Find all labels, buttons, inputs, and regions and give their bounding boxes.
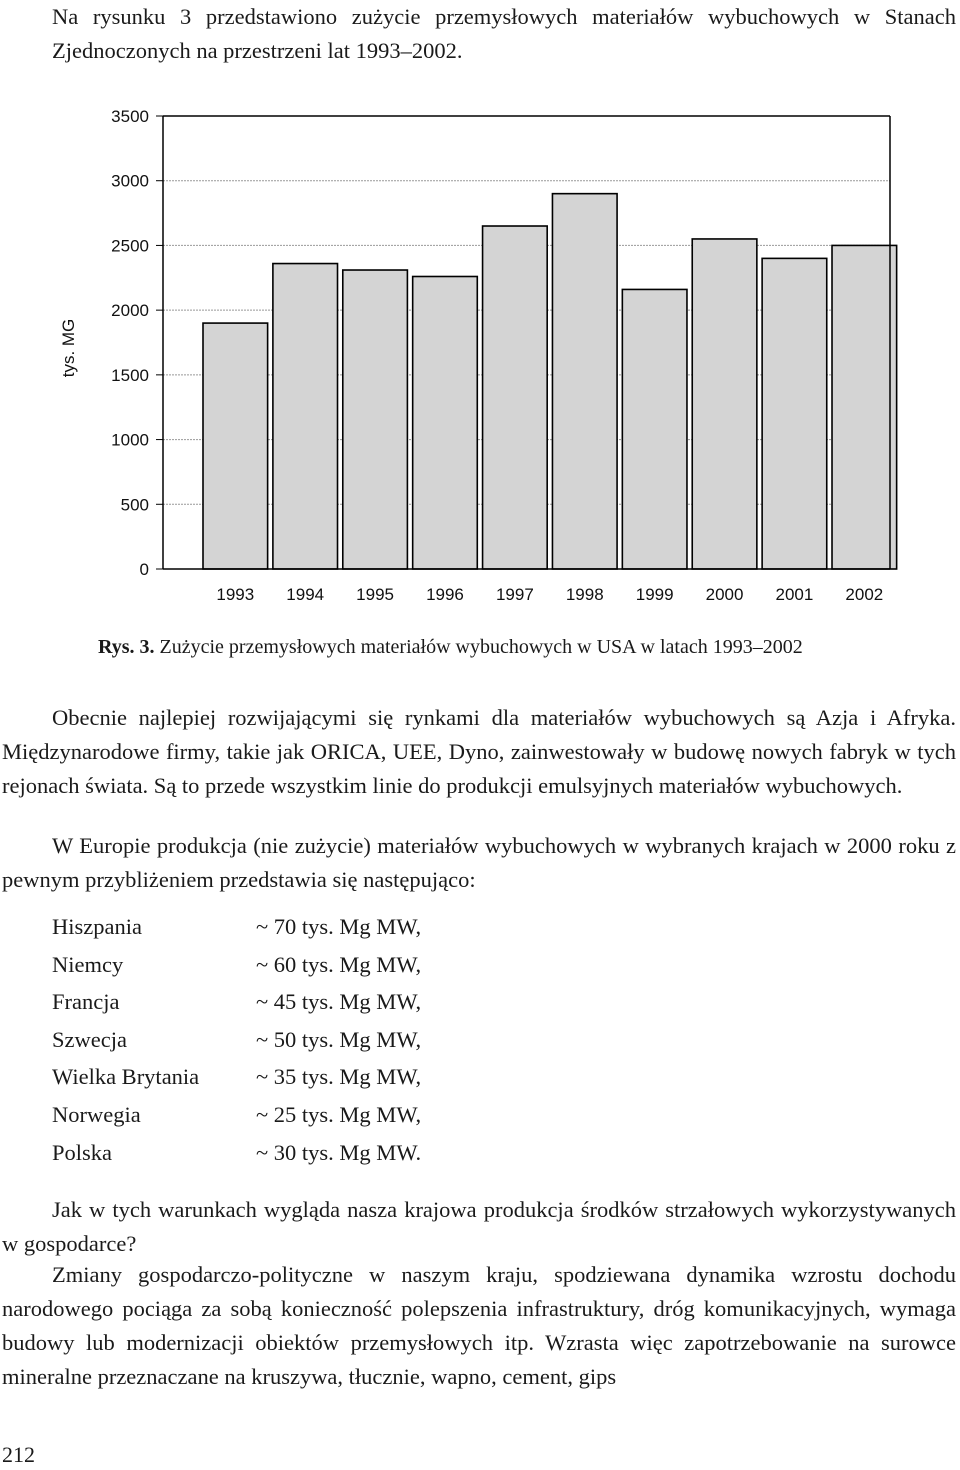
y-axis-label: tys. MG: [59, 318, 78, 378]
y-tick-label: 1000: [111, 430, 149, 450]
production-amount: ~ 30 tys. Mg MW.: [256, 1139, 422, 1165]
paragraph-changes: [2, 1258, 956, 1394]
production-amount: ~ 70 tys. Mg MW,: [256, 914, 422, 939]
x-tick-label: 1995: [356, 585, 395, 604]
intro-paragraph: Na rysunku 3 przedstawiono zużycie przemysłowych materiałów wybuchowych w Stanach Zjednoczonych na przestrzeni lat 1993–2002.: [52, 4, 956, 63]
figure-caption: [98, 632, 803, 662]
bar-1994: [273, 264, 338, 569]
country-name: Francja: [52, 989, 120, 1015]
bar-1998: [552, 194, 617, 569]
country-name: Norwegia: [52, 1101, 141, 1127]
x-tick-label: 2002: [845, 585, 884, 604]
x-tick-label: 1996: [426, 585, 464, 604]
x-tick-label: 1993: [216, 585, 255, 604]
caption-label: Rys. 3.: [98, 636, 155, 658]
y-tick-label: 3000: [111, 171, 149, 191]
paragraph-markets: [2, 701, 956, 803]
paragraph-changes-text: Zmiany gospodarczo-polityczne w naszym kraju, spodziewana dynamika wzrostu dochodu narodowego pociąga za sobą konieczność polepszenia infrastruktury, dróg komunikacyjnych, wymaga budowy lub modernizacji obiektów przemysłowych itp. Wzrasta więc zapotrzebowanie na surowce mineralne przeznaczane na kruszywa, tłucznie, wapno, cement, gips: [2, 1262, 956, 1389]
paragraph-europe-text: W Europie produkcja (nie zużycie) materiałów wybuchowych w wybranych krajach w 2000 roku z pewnym przybliżeniem przedstawia się następująco:: [2, 833, 956, 892]
country-name: Szwecja: [52, 1026, 127, 1052]
x-tick-label: 1998: [565, 585, 604, 604]
x-tick-label: 2000: [705, 585, 744, 604]
bar-2001: [762, 258, 827, 569]
paragraph-markets-text: Obecnie najlepiej rozwijającymi się rynkami dla materiałów wybuchowych są Azja i Afryka. Międzynarodowe firmy, takie jak ORICA, UEE, Dyno, zainwestowały w budowę nowych fabryk w tych rejonach świata. Są to przede wszystkim linie do produkcji emulsyjnych materiałów wybuchowych.: [2, 705, 956, 798]
bar-1993: [203, 323, 268, 569]
production-amount: ~ 35 tys. Mg MW,: [256, 1064, 422, 1090]
bar-1999: [622, 289, 687, 569]
x-tick-label: 1994: [286, 585, 325, 604]
x-tick-label: 2001: [775, 585, 814, 604]
paragraph-question-text: Jak w tych warunkach wygląda nasza krajowa produkcja środków strzałowych wykorzystywanych w gospodarce?: [2, 1197, 956, 1256]
chart-x-ticks: [216, 585, 883, 604]
page-number: 212: [2, 1442, 35, 1467]
paragraph-europe: [2, 829, 956, 897]
y-tick-label: 1500: [111, 365, 149, 385]
production-amount: ~ 25 tys. Mg MW,: [256, 1101, 422, 1127]
y-tick-label: 2500: [111, 236, 149, 256]
x-tick-label: 1999: [635, 585, 674, 604]
y-tick-label: 500: [120, 495, 149, 515]
bar-1997: [483, 226, 548, 569]
country-name: Hiszpania: [52, 914, 142, 939]
caption-text: Zużycie przemysłowych materiałów wybuchowych w USA w latach 1993–2002: [154, 636, 803, 658]
paragraph-question: [2, 1193, 956, 1261]
chart-bars: [203, 194, 897, 569]
production-amount: ~ 45 tys. Mg MW,: [256, 989, 422, 1015]
country-name: Niemcy: [52, 951, 124, 977]
x-tick-label: 1997: [495, 585, 534, 604]
y-tick-label: 0: [139, 560, 149, 579]
chart-y-ticks: [111, 107, 163, 579]
bar-2002: [832, 245, 897, 569]
country-name: Wielka Brytania: [52, 1064, 200, 1090]
country-name: Polska: [52, 1139, 113, 1165]
production-amount: ~ 50 tys. Mg MW,: [256, 1026, 422, 1052]
bar-1995: [343, 270, 408, 569]
production-amount: ~ 60 tys. Mg MW,: [256, 951, 422, 977]
bar-1996: [413, 276, 478, 569]
bar-2000: [692, 239, 757, 569]
y-tick-label: 3500: [111, 107, 149, 126]
explosives-usage-chart: [40, 95, 920, 615]
y-tick-label: 2000: [111, 301, 149, 321]
